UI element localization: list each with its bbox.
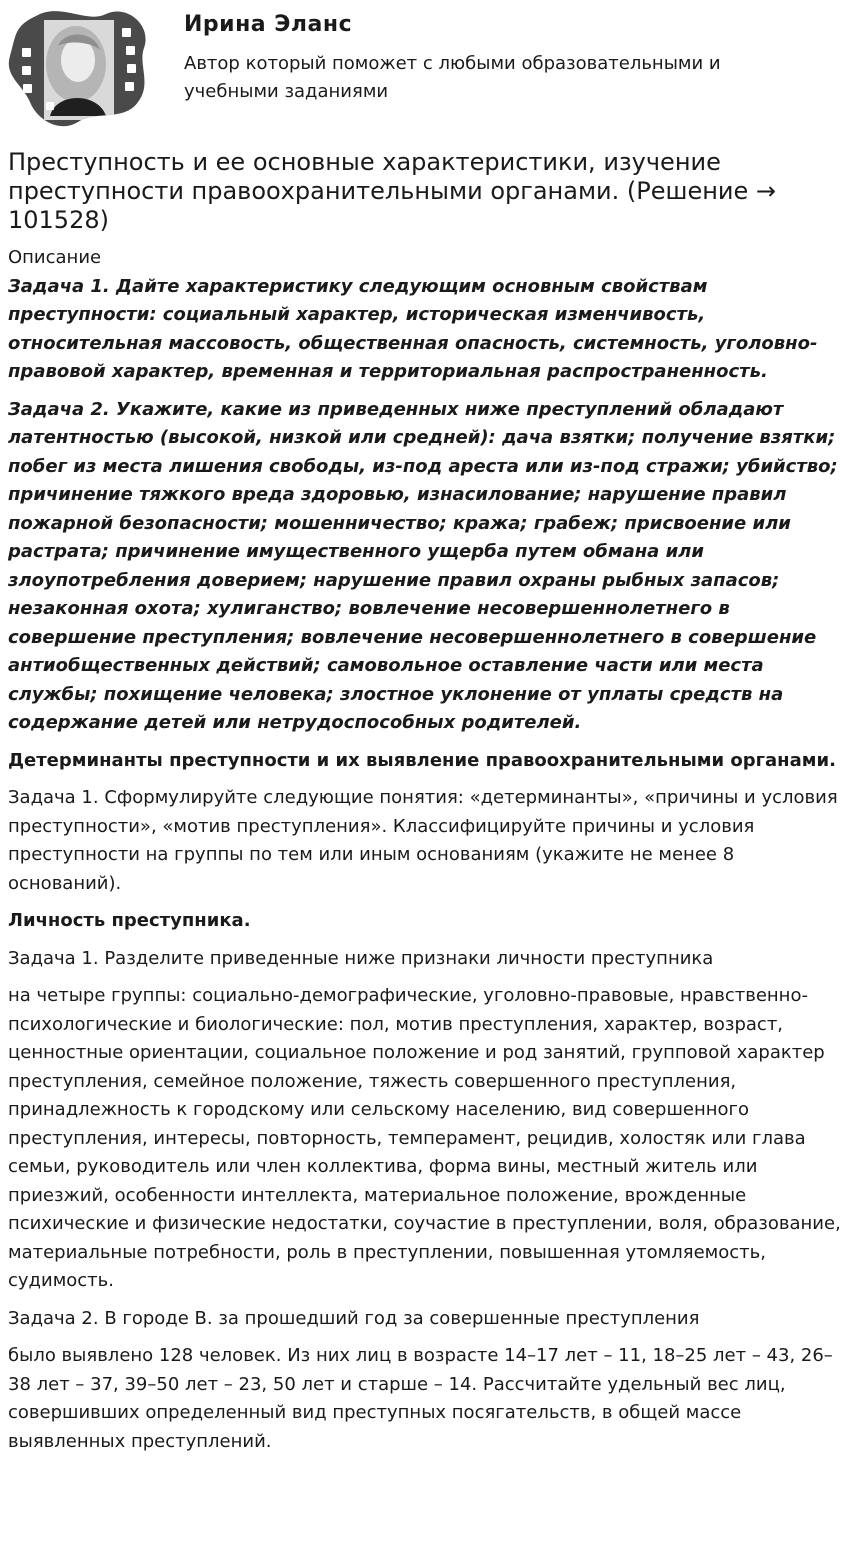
section-heading-determinants: Детерминанты преступности и их выявление правоохранительными органами. <box>8 749 836 771</box>
task-criminality-properties: Задача 1. Дайте характеристику следующим основным свойствам преступности: социальный характер, историческая изменчивость, относительная массовость, общественная опасность, системность, уголовно-правовой характер, временная и территориальная распространенность. <box>8 275 818 382</box>
task-city-intro: Задача 2. В городе В. за прошедший год за совершенные преступления <box>8 1307 700 1329</box>
author-description: Автор который поможет с любыми образовательными и учебными заданиями <box>184 53 721 102</box>
author-name[interactable]: Ирина Эланс <box>184 12 353 37</box>
task-determinants: Задача 1. Сформулируйте следующие понятия: «детерминанты», «причины и условия преступности», «мотив преступления». Классифицируйте причины и условия преступности на группы по тем или иным основаниям (укажите не менее 8 оснований). <box>8 787 838 894</box>
task-city-body: было выявлено 128 человек. Из них лиц в возрасте 14–17 лет – 11, 18–25 лет – 43, 26–38 лет – 37, 39–50 лет – 23, 50 лет и старше – 14. Рассчитайте удельный вес лиц, совершивших определенный вид преступных посягательств, в общей массе выявленных преступлений. <box>8 1345 833 1452</box>
task-personality-body: на четыре группы: социально-демографические, уголовно-правовые, нравственно-психологические и биологические: пол, мотив преступления, характер, возраст, ценностные ориентации, социальное положение и род занятий, групповой характер преступления, семейное положение, тяжесть совершенного преступления, принадлежность к городскому или сельскому населению, вид совершенного преступления, интересы, повторность, темперамент, рецидив, холостяк или глава семьи, руководитель или член коллектива, форма вины, местный житель или приезжий, особенности интеллекта, материальное положение, врожденные психические и физические недостатки, соучастие в преступлении, воля, образование, материальные потребности, роль в преступлении, повышенная утомляемость, судимость. <box>8 985 841 1291</box>
description-content <box>8 244 842 1465</box>
page-title: Преступность и ее основные характеристики, изучение преступности правоохранительными органами. (Решение → 101528) <box>8 148 777 234</box>
description-label: Описание <box>8 247 102 268</box>
task-crime-latency: Задача 2. Укажите, какие из приведенных ниже преступлений обладают латентностью (высокой, низкой или средней): дача взятки; получение взятки; побег из места лишения свободы, из-под ареста или из-под стражи; убийство; причинение тяжкого вреда здоровью, изнасилование; нарушение правил пожарной безопасности; мошенничество; кража; грабеж; присвоение или растрата; причинение имущественного ущерба путем обмана или злоупотребления доверием; нарушение правил охраны рыбных запасов; незаконная охота; хулиганство; вовлечение несовершеннолетнего в совершение преступления; вовлечение несовершеннолетнего в совершение антиобщественных действий; самовольное оставление части или места службы; похищение человека; злостное уклонение от уплаты средств на содержание детей или нетрудоспособных родителей. <box>8 398 838 733</box>
author-header <box>0 0 847 130</box>
task-personality-intro: Задача 1. Разделите приведенные ниже признаки личности преступника <box>8 947 714 969</box>
author-avatar[interactable] <box>6 6 152 128</box>
section-heading-personality: Личность преступника. <box>8 910 251 931</box>
